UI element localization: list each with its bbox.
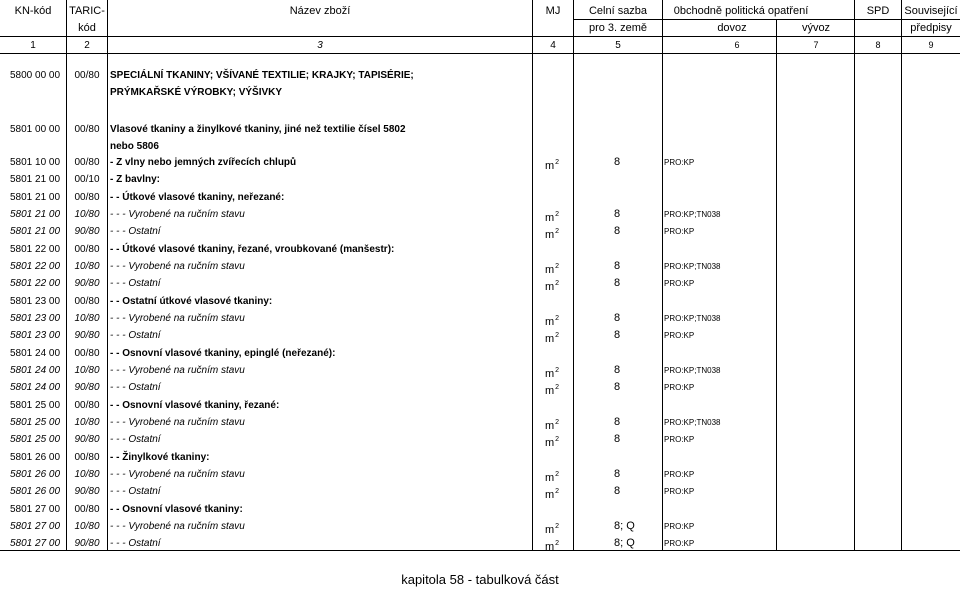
description-cell: Vlasové tkaniny a žinylkové tkaniny, jiné než textilie čísel 5802 (110, 124, 406, 135)
description-cell: - - - Vyrobené na ručním stavu (110, 313, 245, 324)
import-measure-cell: PRO:KP (664, 522, 695, 531)
taric-code-cell: 10/80 (74, 365, 100, 376)
unit-exponent: 2 (555, 384, 560, 391)
description-cell: SPECIÁLNÍ TKANINY; VŠÍVANÉ TEXTILIE; KRAJKY; TAPISÉRIE; (110, 70, 414, 81)
description-cell: - - Osnovní vlasové tkaniny: (110, 504, 243, 515)
kn-code-cell: 5801 27 00 (10, 538, 61, 549)
table-row (0, 397, 960, 414)
unit-exponent: 2 (555, 315, 560, 322)
kn-code-cell: 5801 25 00 (10, 417, 61, 428)
unit-exponent: 2 (555, 436, 560, 443)
unit-text: m (545, 212, 555, 224)
taric-code-cell: 00/80 (74, 244, 100, 255)
unit-text: m (545, 472, 555, 484)
taric-code-cell: 00/80 (74, 70, 100, 81)
taric-code-cell: 10/80 (74, 261, 100, 272)
unit-text: m (545, 489, 555, 501)
header-nazev: Název zboží (289, 4, 351, 17)
description-cell: - - Osnovní vlasové tkaniny, epinglé (neřezané): (110, 348, 336, 359)
header-vyvoz: vývoz (801, 21, 831, 34)
kn-code-cell: 5801 23 00 (10, 330, 61, 341)
description-cell: - - Útkové vlasové tkaniny, řezané, vroubkované (manšestr): (110, 244, 395, 255)
unit-cell (545, 535, 559, 556)
kn-code-cell: 5801 26 00 (10, 452, 61, 463)
table-row (0, 431, 960, 448)
table-row (0, 345, 960, 362)
unit-exponent: 2 (555, 367, 560, 374)
table-row (0, 223, 960, 240)
unit-text: m (545, 368, 555, 380)
taric-code-cell: 10/80 (74, 313, 100, 324)
duty-rate-cell: 8 (614, 260, 621, 272)
duty-rate-cell: 8 (614, 225, 621, 237)
description-cell: - - - Vyrobené na ručním stavu (110, 365, 245, 376)
kn-code-cell: 5801 24 00 (10, 365, 61, 376)
unit-exponent: 2 (555, 332, 560, 339)
description-cell: - - - Ostatní (110, 226, 161, 237)
duty-rate-cell: 8 (614, 485, 621, 497)
unit-exponent: 2 (555, 540, 560, 547)
table-row (0, 154, 960, 171)
duty-rate-cell: 8 (614, 381, 621, 393)
taric-code-cell: 00/80 (74, 296, 100, 307)
import-measure-cell: PRO:KP (664, 331, 695, 340)
description-cell: - - - Vyrobené na ručním stavu (110, 261, 245, 272)
taric-code-cell: 00/80 (74, 348, 100, 359)
import-measure-cell: PRO:KP (664, 279, 695, 288)
unit-text: m (545, 316, 555, 328)
duty-rate-cell: 8 (614, 416, 621, 428)
import-measure-cell: PRO:KP;TN038 (664, 366, 721, 375)
kn-code-cell: 5801 25 00 (10, 434, 61, 445)
unit-text: m (545, 264, 555, 276)
kn-code-cell: 5800 00 00 (10, 70, 61, 81)
description-cell: - - Útkové vlasové tkaniny, neřezané: (110, 192, 285, 203)
kn-code-cell: 5801 24 00 (10, 348, 61, 359)
import-measure-cell: PRO:KP;TN038 (664, 418, 721, 427)
unit-text: m (545, 281, 555, 293)
description-cell: - - - Ostatní (110, 538, 161, 549)
header-predpisy: předpisy (910, 21, 952, 34)
header-souvisejici: Související (904, 4, 958, 17)
table-row (0, 379, 960, 396)
import-measure-cell: PRO:KP (664, 539, 695, 548)
duty-rate-cell: 8 (614, 208, 621, 220)
unit-text: m (545, 229, 555, 241)
duty-rate-cell: 8 (614, 329, 621, 341)
description-cell: - - - Ostatní (110, 330, 161, 341)
duty-rate-cell: 8 (614, 277, 621, 289)
table-row (0, 121, 960, 138)
unit-exponent: 2 (555, 159, 560, 166)
unit-exponent: 2 (555, 263, 560, 270)
header-line-2 (0, 53, 960, 54)
description-cell: - - - Vyrobené na ručním stavu (110, 417, 245, 428)
header-taric: TARIC- (69, 4, 105, 17)
unit-exponent: 2 (555, 419, 560, 426)
header-dovoz: dovoz (717, 21, 747, 34)
description-cell: - - - Ostatní (110, 434, 161, 445)
description-cell: - - Osnovní vlasové tkaniny, řezané: (110, 400, 280, 411)
description-cell: - Z bavlny: (110, 174, 161, 185)
duty-rate-cell: 8; Q (614, 520, 635, 532)
taric-code-cell: 10/80 (74, 209, 100, 220)
duty-rate-cell: 8; Q (614, 537, 635, 549)
table-row (0, 189, 960, 206)
header-mj: MJ (545, 4, 561, 17)
kn-code-cell: 5801 22 00 (10, 261, 61, 272)
table-row (0, 449, 960, 466)
table-row (0, 206, 960, 223)
taric-code-cell: 00/80 (74, 192, 100, 203)
import-measure-cell: PRO:KP;TN038 (664, 262, 721, 271)
import-measure-cell: PRO:KP (664, 487, 695, 496)
header-pro-3-zeme: pro 3. země (588, 21, 648, 34)
page-footer: kapitola 58 - tabulková část (401, 572, 559, 587)
kn-code-cell: 5801 21 00 (10, 209, 61, 220)
unit-text: m (545, 541, 555, 553)
kn-code-cell: 5801 23 00 (10, 296, 61, 307)
table-row (0, 501, 960, 518)
duty-rate-cell: 8 (614, 312, 621, 324)
table-row (0, 327, 960, 344)
description-cell: - - - Ostatní (110, 382, 161, 393)
header-num-4: 4 (550, 39, 556, 51)
description-cell: - - - Ostatní (110, 278, 161, 289)
description-continuation: nebo 5806 (110, 141, 159, 152)
import-measure-cell: PRO:KP (664, 158, 695, 167)
taric-code-cell: 00/80 (74, 452, 100, 463)
taric-code-cell: 00/80 (74, 400, 100, 411)
table-row (0, 362, 960, 379)
kn-code-cell: 5801 25 00 (10, 400, 61, 411)
taric-code-cell: 90/80 (74, 278, 100, 289)
table-row (0, 310, 960, 327)
description-cell: - - Ostatní útkové vlasové tkaniny: (110, 296, 273, 307)
import-measure-cell: PRO:KP;TN038 (664, 314, 721, 323)
kn-code-cell: 5801 21 00 (10, 174, 61, 185)
taric-code-cell: 90/80 (74, 486, 100, 497)
description-cell: - - Žinylkové tkaniny: (110, 452, 210, 463)
kn-code-cell: 5801 22 00 (10, 244, 61, 255)
kn-code-cell: 5801 21 00 (10, 192, 61, 203)
kn-code-cell: 5801 23 00 (10, 313, 61, 324)
header-num-7: 7 (813, 40, 819, 50)
header-num-6: 6 (734, 40, 740, 50)
taric-code-cell: 10/80 (74, 469, 100, 480)
unit-text: m (545, 160, 555, 172)
unit-exponent: 2 (555, 471, 560, 478)
header-row-titles (0, 2, 960, 19)
table-row (0, 466, 960, 483)
header-row-numbers (0, 37, 960, 53)
description-cell: - - - Vyrobené na ručním stavu (110, 521, 245, 532)
unit-exponent: 2 (555, 488, 560, 495)
taric-code-cell: 90/80 (74, 330, 100, 341)
table-row (0, 171, 960, 188)
kn-code-cell: 5801 22 00 (10, 278, 61, 289)
header-taric-kod: kód (78, 21, 96, 34)
header-num-2: 2 (84, 39, 90, 51)
table-row (0, 414, 960, 431)
kn-code-cell: 5801 26 00 (10, 486, 61, 497)
taric-code-cell: 00/10 (74, 174, 100, 185)
taric-code-cell: 90/80 (74, 434, 100, 445)
header-opatreni: 0bchodně politická opatření (673, 4, 809, 17)
taric-code-cell: 00/80 (74, 124, 100, 135)
header-num-9: 9 (928, 40, 934, 50)
kn-code-cell: 5801 27 00 (10, 521, 61, 532)
unit-exponent: 2 (555, 211, 560, 218)
header-celni-sazba: Celní sazba (588, 4, 648, 17)
description-cell: - - - Vyrobené na ručním stavu (110, 209, 245, 220)
import-measure-cell: PRO:KP (664, 383, 695, 392)
description-cell: - - - Vyrobené na ručním stavu (110, 469, 245, 480)
table-row (0, 483, 960, 500)
import-measure-cell: PRO:KP (664, 470, 695, 479)
table-row (0, 518, 960, 535)
header-row-subtitles (0, 19, 960, 36)
duty-rate-cell: 8 (614, 364, 621, 376)
duty-rate-cell: 8 (614, 156, 621, 168)
table-row (0, 535, 960, 552)
unit-text: m (545, 437, 555, 449)
description-cell: - - - Ostatní (110, 486, 161, 497)
kn-code-cell: 5801 26 00 (10, 469, 61, 480)
description-continuation: PRÝMKAŘSKÉ VÝROBKY; VÝŠIVKY (110, 87, 283, 98)
header-num-8: 8 (875, 40, 881, 50)
kn-code-cell: 5801 00 00 (10, 124, 61, 135)
header-num-1: 1 (30, 39, 36, 51)
import-measure-cell: PRO:KP (664, 435, 695, 444)
kn-code-cell: 5801 21 00 (10, 226, 61, 237)
header-kn-kod: KN-kód (14, 4, 52, 17)
taric-code-cell: 10/80 (74, 521, 100, 532)
unit-exponent: 2 (555, 228, 560, 235)
duty-rate-cell: 8 (614, 468, 621, 480)
taric-code-cell: 10/80 (74, 417, 100, 428)
kn-code-cell: 5801 24 00 (10, 382, 61, 393)
table-row (0, 241, 960, 258)
unit-text: m (545, 333, 555, 345)
taric-code-cell: 00/80 (74, 157, 100, 168)
unit-text: m (545, 420, 555, 432)
duty-rate-cell: 8 (614, 433, 621, 445)
import-measure-cell: PRO:KP;TN038 (664, 210, 721, 219)
unit-text: m (545, 385, 555, 397)
header-num-3: 3 (317, 39, 323, 51)
kn-code-cell: 5801 27 00 (10, 504, 61, 515)
table-row (0, 258, 960, 275)
table-row (0, 293, 960, 310)
unit-exponent: 2 (555, 523, 560, 530)
taric-code-cell: 90/80 (74, 226, 100, 237)
unit-exponent: 2 (555, 280, 560, 287)
header-spd: SPD (866, 4, 890, 17)
taric-code-cell: 90/80 (74, 382, 100, 393)
table-row (0, 275, 960, 292)
kn-code-cell: 5801 10 00 (10, 157, 61, 168)
header-num-5: 5 (615, 39, 621, 51)
taric-code-cell: 00/80 (74, 504, 100, 515)
import-measure-cell: PRO:KP (664, 227, 695, 236)
taric-code-cell: 90/80 (74, 538, 100, 549)
description-cell: - Z vlny nebo jemných zvířecích chlupů (110, 157, 297, 168)
table-row (0, 67, 960, 84)
unit-text: m (545, 524, 555, 536)
